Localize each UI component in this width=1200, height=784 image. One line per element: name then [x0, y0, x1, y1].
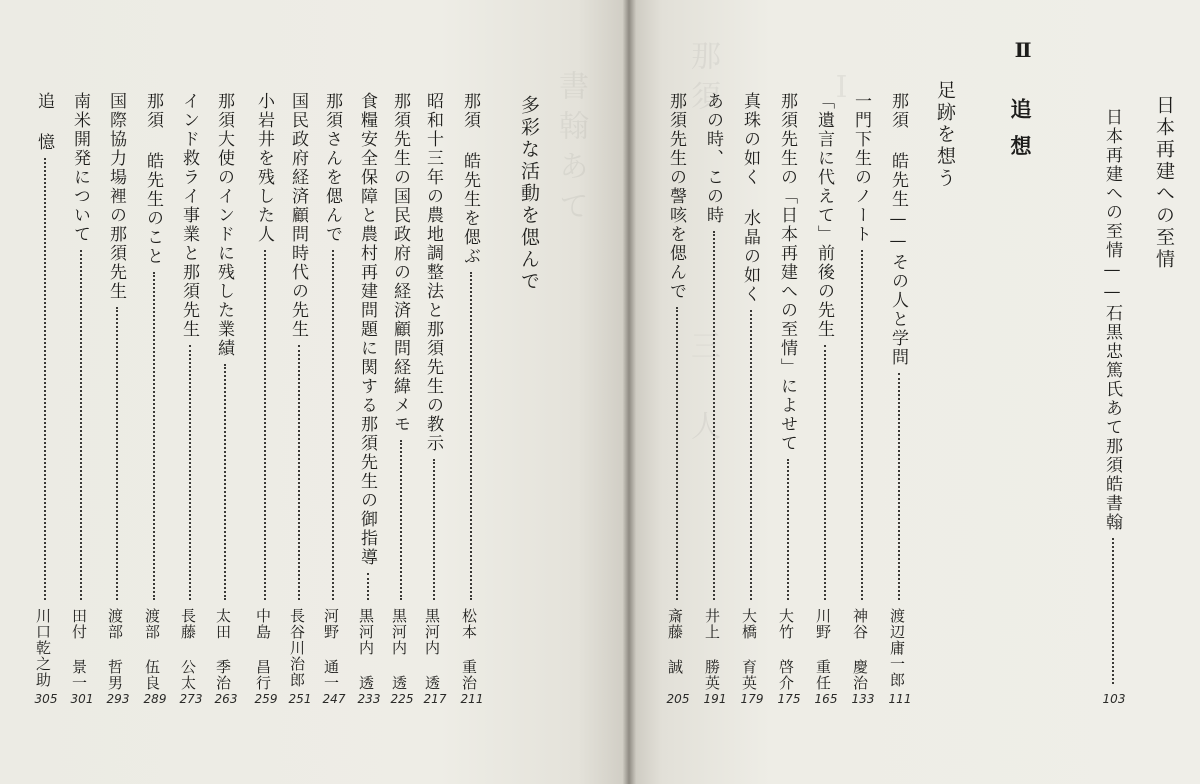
toc-entry [212, 0, 240, 784]
toc-entry-author: 大竹 啓介 [777, 608, 795, 691]
toc-entry [177, 0, 205, 784]
dotted-leader [898, 373, 900, 600]
toc-entry-page: 293 [106, 692, 130, 706]
toc-entry-author: 中島 昌行 [254, 608, 272, 691]
toc-entry-title: 「遺言に代えて」前後の先生 [814, 92, 834, 339]
toc-entry-title: 追 憶 [34, 92, 54, 152]
toc-entry-title: 一門下生のノート [851, 92, 871, 244]
toc-entry-title: 南米開発について [70, 92, 90, 244]
dotted-leader [264, 250, 266, 600]
toc-entry [32, 0, 60, 784]
toc-entry-author: 井上 勝英 [703, 608, 721, 691]
toc-entry-page: 273 [179, 692, 203, 706]
section-title: 日本再建への至情 [1153, 95, 1175, 271]
toc-entry-title: 那須 皓先生のこと [143, 92, 163, 266]
toc-entry-author: 黒河内 透 [390, 608, 408, 691]
toc-entry-author: 渡部 哲男 [106, 608, 124, 691]
dotted-leader [433, 459, 435, 600]
toc-entry-author: 渡部 伍良 [143, 608, 161, 691]
toc-entry [421, 0, 449, 784]
toc-entry-author: 長谷川治郎 [288, 608, 306, 688]
right-page: 那須 三 人 Ⅰ 日本再建への至情 日本再建への至情——石黒忠篤氏あて那須皓書翰 103 Ⅱ 追想 足跡を想う 那須 皓先生——その人と学問 渡辺庸一郎 111 一門下生のノート 神谷 慶治 133 「遺言に代えて」前後の先生 川野 重任 165 那須先生の「日本再建への至情」によせて 大竹 啓介 175 真珠の如く 水晶の如く 大橋 育英 179 あの時、この時 井上 勝英 191 那須先生の謦咳を偲んで 斎藤 誠 205 [628, 0, 1200, 784]
dotted-leader [787, 459, 789, 600]
toc-entry [664, 0, 692, 784]
toc-entry [701, 0, 729, 784]
toc-entry-page: 301 [70, 692, 94, 706]
dotted-leader [189, 345, 191, 600]
toc-entry-page: 225 [390, 692, 414, 706]
toc-entry-page: 251 [288, 692, 312, 706]
toc-entry [812, 0, 840, 784]
dotted-leader [676, 307, 678, 600]
toc-entry-page: 103 [1102, 692, 1126, 706]
toc-entry-page: 217 [423, 692, 447, 706]
toc-entry-author: 黒河内 透 [357, 608, 375, 691]
toc-entry-page: 165 [814, 692, 838, 706]
toc-entry [355, 0, 383, 784]
left-page: 書翰あて 多彩な活動を偲んで 那須 皓先生を偲ぶ 松本 重治 211 昭和十三年の農地調整法と那須先生の教示 黒河内 透 217 那須先生の国民政府の経済顧問経緯メモ 黒河内 透 225 食糧安全保障と農村再建問題に関する那須先生の御指導 黒河内 透 233 那須さんを偲んで 河野 通一 247 国民政府経済顧問時代の先生 長谷川治郎 251 小岩井を残した人 中島 昌行 259 那須大使のインドに残した業績 太田 季治 263 インド救ライ事業と那須先生 長藤 公太 273 那須 皓先生のこと 渡部 伍良 289 国際協力場裡の那須先生 渡部 哲男 293 南米開発について 田付 景一 301 追 憶 川口乾之助 305 [0, 0, 628, 784]
toc-entry-author: 川野 重任 [814, 608, 832, 691]
toc-entry-author: 神谷 慶治 [851, 608, 869, 691]
toc-entry-title: 真珠の如く 水晶の如く [740, 92, 760, 304]
dotted-leader [470, 272, 472, 600]
part-title: 追想 [1008, 98, 1033, 172]
toc-entry-page: 179 [740, 692, 764, 706]
section-title-column [1152, 0, 1180, 784]
toc-entry-title: 那須 皓先生を偲ぶ [460, 92, 480, 266]
toc-entry-title: 那須 皓先生——その人と学問 [888, 92, 908, 367]
toc-entry-author: 渡辺庸一郎 [888, 608, 906, 688]
toc-entry-page: 247 [322, 692, 346, 706]
toc-entry-author: 河野 通一 [322, 608, 340, 691]
toc-entry-title: あの時、この時 [703, 92, 723, 225]
dotted-leader [824, 345, 826, 600]
toc-entry-title: 国民政府経済顧問時代の先生 [288, 92, 308, 339]
toc-entry [775, 0, 803, 784]
subsection-title: 多彩な活動を偲んで [518, 95, 540, 293]
toc-entry-page: 259 [254, 692, 278, 706]
toc-entry-author: 田付 景一 [70, 608, 88, 691]
toc-entry-page: 233 [357, 692, 381, 706]
toc-entry-title: 那須大使のインドに残した業績 [214, 92, 234, 358]
toc-entry [286, 0, 314, 784]
toc-entry-title: 国際協力場裡の那須先生 [106, 92, 126, 301]
toc-entry-author: 川口乾之助 [34, 608, 52, 688]
toc-entry-page: 111 [888, 692, 912, 706]
toc-entry [1100, 0, 1128, 784]
toc-entry-title: 那須先生の「日本再建への至情」によせて [777, 92, 797, 453]
dotted-leader [1112, 538, 1114, 684]
dotted-leader [44, 158, 46, 600]
toc-entry-title: インド救ライ事業と那須先生 [179, 92, 199, 339]
toc-entry [252, 0, 280, 784]
toc-entry-page: 211 [460, 692, 484, 706]
toc-entry [68, 0, 96, 784]
toc-entry [849, 0, 877, 784]
toc-entry-title: 那須先生の国民政府の経済顧問経緯メモ [390, 92, 410, 434]
toc-entry [388, 0, 416, 784]
subsection-title-column [517, 0, 545, 784]
toc-entry-page: 133 [851, 692, 875, 706]
dotted-leader [80, 250, 82, 600]
toc-entry-title: 食糧安全保障と農村再建問題に関する那須先生の御指導 [357, 92, 377, 567]
toc-entry-title: 小岩井を残した人 [254, 92, 274, 244]
toc-entry-page: 191 [703, 692, 727, 706]
dotted-leader [332, 250, 334, 600]
subsection-title-column [933, 0, 961, 784]
toc-entry [320, 0, 348, 784]
toc-entry [738, 0, 766, 784]
toc-entry-author: 黒河内 透 [423, 608, 441, 691]
toc-entry-author: 大橋 育英 [740, 608, 758, 691]
toc-entry [458, 0, 486, 784]
toc-entry-author: 長藤 公太 [179, 608, 197, 691]
toc-entry-author: 太田 季治 [214, 608, 232, 691]
subsection-title: 足跡を想う [934, 80, 956, 190]
dotted-leader [400, 440, 402, 600]
part-numeral: Ⅱ [1011, 38, 1035, 64]
dotted-leader [367, 573, 369, 600]
toc-entry-page: 263 [214, 692, 238, 706]
toc-entry-page: 305 [34, 692, 58, 706]
toc-entry-page: 205 [666, 692, 690, 706]
toc-entry [141, 0, 169, 784]
toc-entry [886, 0, 914, 784]
toc-entry [104, 0, 132, 784]
toc-entry-title: 日本再建への至情——石黒忠篤氏あて那須皓書翰 [1102, 108, 1122, 532]
toc-entry-title: 那須さんを偲んで [322, 92, 342, 244]
toc-entry-page: 289 [143, 692, 167, 706]
dotted-leader [116, 307, 118, 600]
dotted-leader [224, 364, 226, 600]
dotted-leader [750, 310, 752, 600]
book-gutter [622, 0, 636, 784]
dotted-leader [713, 231, 715, 600]
part-title-column [1008, 0, 1036, 784]
dotted-leader [153, 272, 155, 600]
toc-entry-page: 175 [777, 692, 801, 706]
toc-entry-author: 松本 重治 [460, 608, 478, 691]
dotted-leader [861, 250, 863, 600]
toc-entry-author: 斎藤 誠 [666, 608, 684, 675]
toc-entry-title: 那須先生の謦咳を偲んで [666, 92, 686, 301]
toc-entry-title: 昭和十三年の農地調整法と那須先生の教示 [423, 92, 443, 453]
dotted-leader [298, 345, 300, 600]
